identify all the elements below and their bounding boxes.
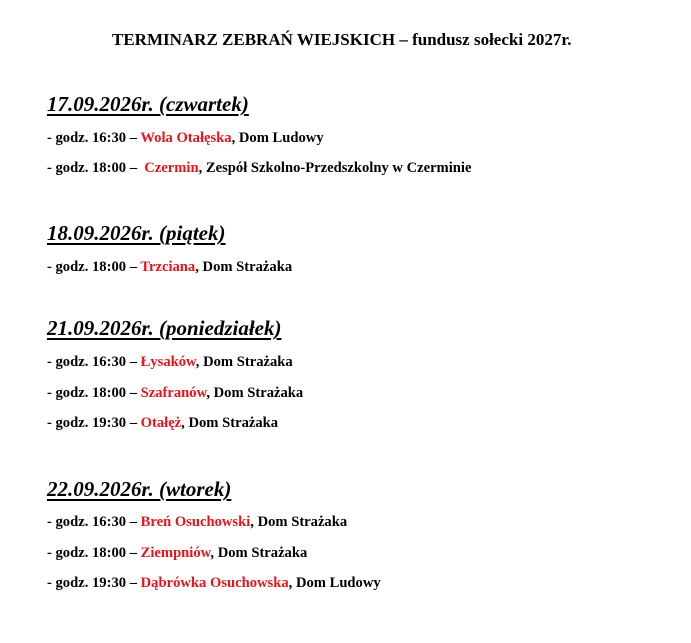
meeting-venue: , Dom Strażaka <box>181 415 279 431</box>
meeting-time: - godz. 19:30 – <box>47 415 141 431</box>
meeting-time: - godz. 18:00 – <box>47 385 141 401</box>
meeting-time: - godz. 16:30 – <box>47 130 141 146</box>
meeting-item <box>47 353 293 371</box>
meeting-item <box>47 574 381 592</box>
meeting-item <box>47 414 278 432</box>
meeting-venue: , Dom Strażaka <box>206 385 304 401</box>
village-name: Łysaków <box>140 354 196 370</box>
meeting-venue: , Dom Strażaka <box>195 354 293 370</box>
village-name: Czermin <box>144 160 199 176</box>
day-section-2 <box>47 221 293 275</box>
meeting-venue: , Dom Strażaka <box>195 259 293 275</box>
document-title: TERMINARZ ZEBRAŃ WIEJSKICH – fundusz sołecki 2027r. <box>112 30 572 49</box>
meeting-time: - godz. 18:00 – <box>47 160 145 176</box>
day-heading: 17.09.2026r. (czwartek) <box>47 92 249 116</box>
village-name: Dąbrówka Osuchowska <box>140 575 289 591</box>
day-section-4 <box>47 477 381 591</box>
village-name: Otałęż <box>140 415 182 431</box>
meeting-time: - godz. 16:30 – <box>47 514 141 530</box>
village-name: Trzciana <box>140 259 196 275</box>
meeting-item <box>47 159 471 177</box>
day-section-3 <box>47 316 304 431</box>
village-name: Ziempniów <box>140 545 211 561</box>
meeting-time: - godz. 16:30 – <box>47 354 141 370</box>
meeting-item <box>47 258 292 276</box>
village-name: Szafranów <box>140 385 207 401</box>
meeting-venue: , Dom Ludowy <box>231 130 324 146</box>
meeting-item <box>47 384 303 402</box>
day-section-1 <box>47 92 472 176</box>
meeting-time: - godz. 18:00 – <box>47 259 141 275</box>
day-heading: 18.09.2026r. (piątek) <box>47 221 226 245</box>
meeting-venue: , Dom Ludowy <box>288 575 381 591</box>
meeting-item <box>47 513 347 531</box>
meeting-time: - godz. 19:30 – <box>47 575 141 591</box>
village-name: Breń Osuchowski <box>140 514 251 530</box>
meeting-venue: , Dom Strażaka <box>210 545 308 561</box>
village-name: Wola Otałęska <box>140 130 232 146</box>
meeting-item <box>47 129 324 147</box>
meeting-venue: , Zespół Szkolno-Przedszkolny w Czerminie <box>198 160 472 176</box>
meeting-venue: , Dom Strażaka <box>250 514 348 530</box>
meeting-item <box>47 544 307 562</box>
meeting-time: - godz. 18:00 – <box>47 545 141 561</box>
day-heading: 22.09.2026r. (wtorek) <box>47 477 232 501</box>
day-heading: 21.09.2026r. (poniedziałek) <box>47 316 282 340</box>
